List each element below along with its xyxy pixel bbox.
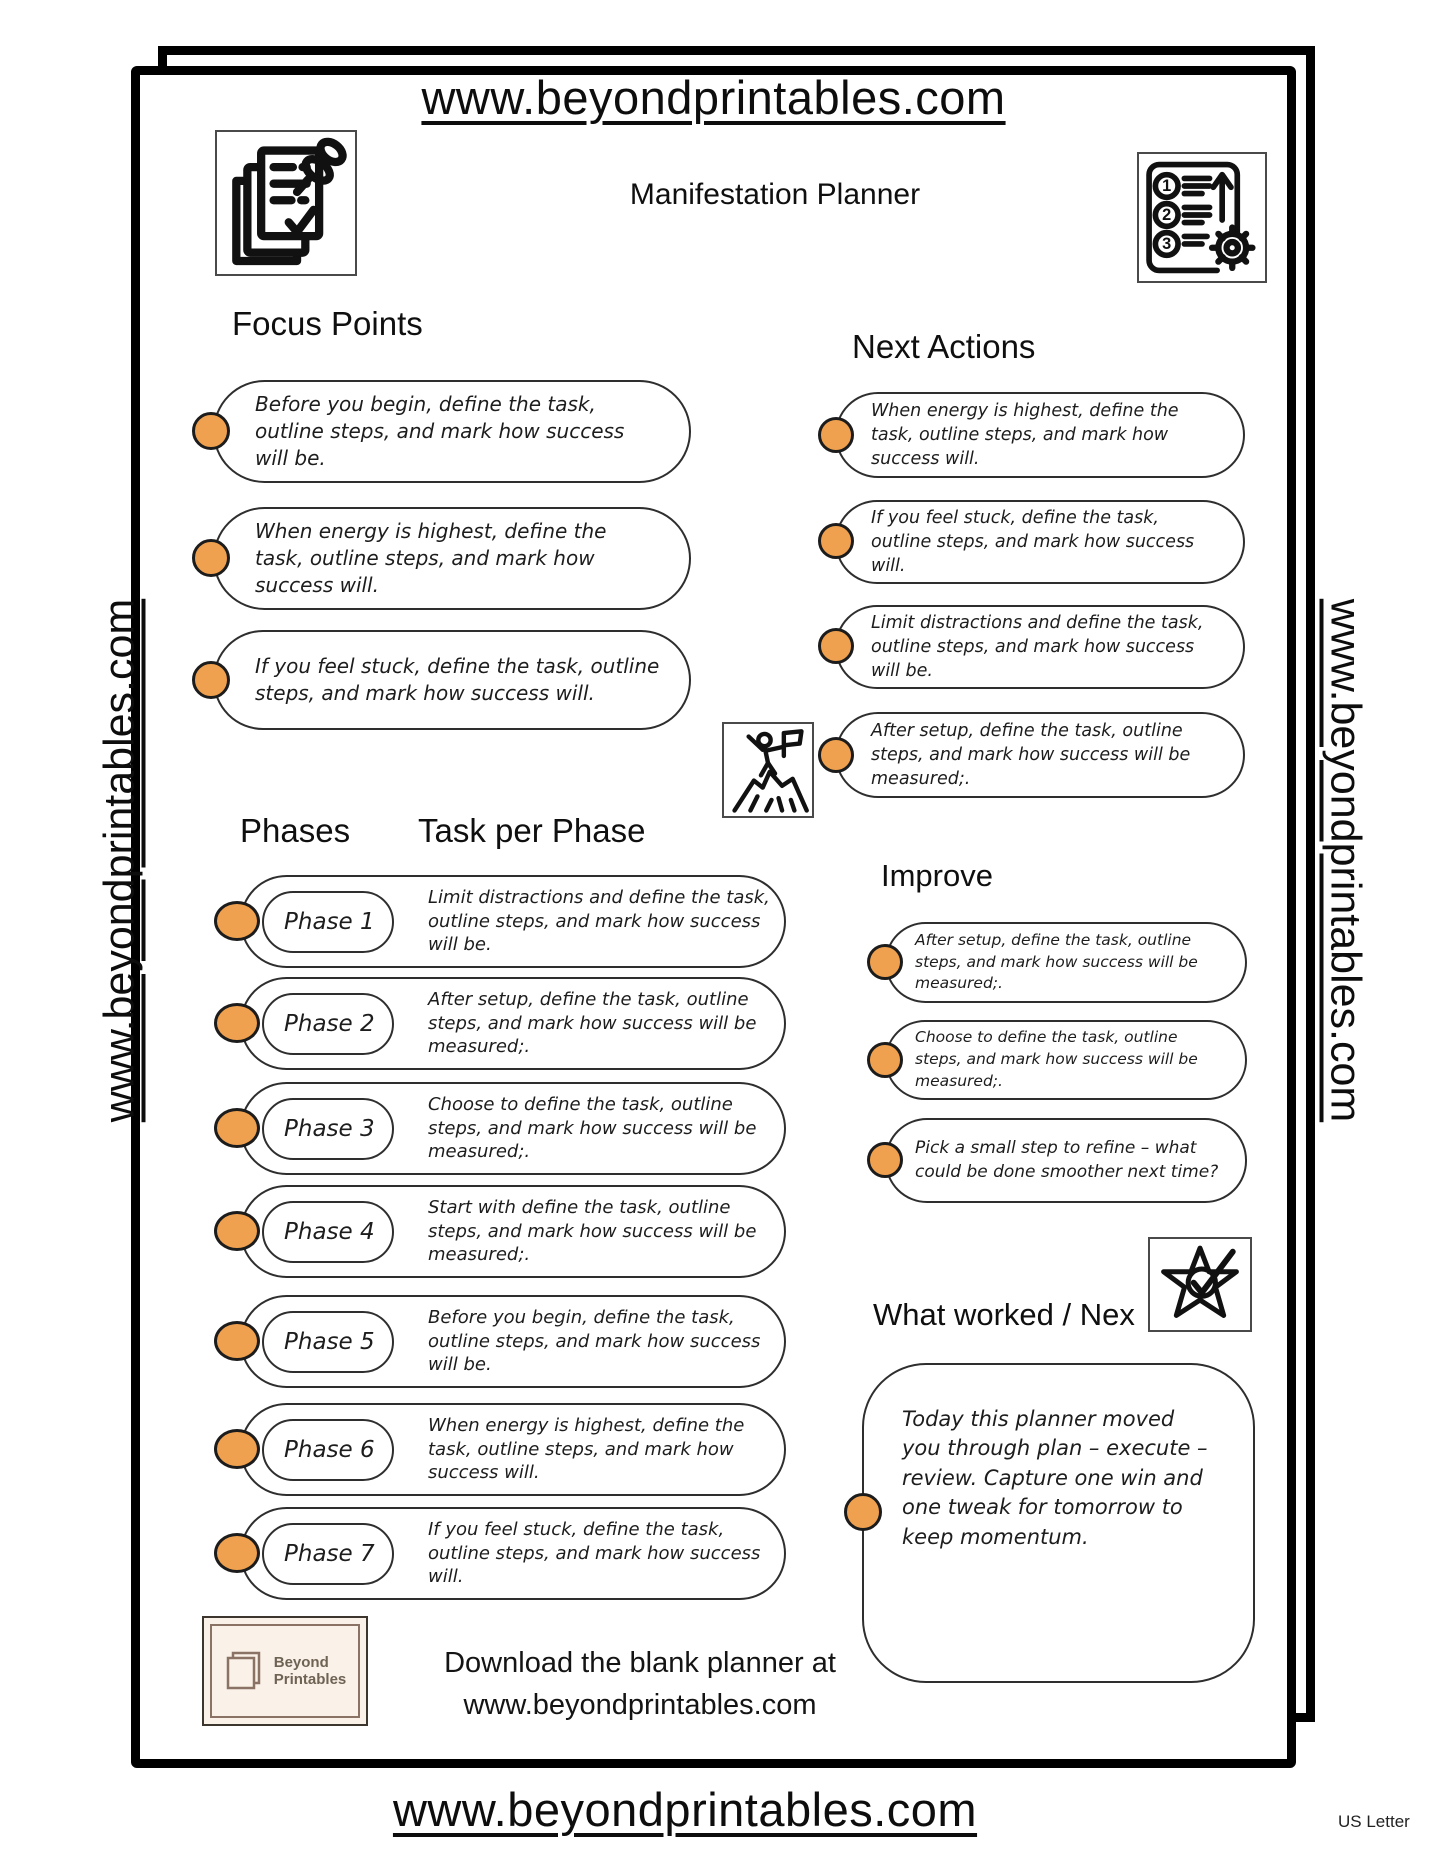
bullet-dot [192,661,230,699]
improve-box [885,922,1247,1003]
phase-task: Limit distractions and define the task, outline steps, and mark how success will be. [428,887,770,956]
phase-task: Start with define the task, outline steps, and mark how success will be measured;. [428,1197,757,1266]
left-site-url: www.beyondprintables.com [95,598,144,1123]
focus-point-box [213,630,691,730]
bullet-dot [192,539,230,577]
phase-task: Before you begin, define the task, outline steps, and mark how success will be. [428,1307,761,1376]
bullet-dot [192,412,230,450]
download-line1: Download the blank planner at [444,1647,836,1679]
bullet-dot [214,1533,260,1573]
improve-text: After setup, define the task, outline steps, and mark how success will be measured;. [915,930,1198,993]
svg-text:2: 2 [1162,206,1172,225]
phase-label: Phase 2 [262,993,394,1055]
bullet-dot [214,1211,260,1251]
phase-row [240,977,786,1070]
page-title: Manifestation Planner [629,178,921,211]
phase-task: If you feel stuck, define the task, outline steps, and mark how success will. [428,1519,761,1588]
next-action-text: If you feel stuck, define the task, outline steps, and mark how success will. [871,507,1195,577]
bullet-dot [214,1321,260,1361]
bullet-dot [867,944,903,980]
phase-task: After setup, define the task, outline steps, and mark how success will be measured;. [428,989,757,1058]
next-action-box [835,392,1245,478]
improve-box [885,1020,1247,1100]
what-worked-note-text: Today this planner moved you through plan – execute – review. Capture one win and one tweak for tomorrow to keep momentum. [902,1407,1208,1549]
beyond-printables-logo [202,1616,368,1726]
bottom-site-url: www.beyondprintables.com [392,1783,978,1836]
phases-heading: Phases [240,812,351,849]
download-note [380,1642,900,1726]
phase-label: Phase 7 [262,1523,394,1585]
phase-task: When energy is highest, define the task, outline steps, and mark how success will. [428,1415,745,1484]
next-action-box [835,712,1245,798]
paper-size-label: US Letter [1338,1812,1410,1831]
bullet-dot [214,901,260,941]
next-action-text: Limit distractions and define the task, outline steps, and mark how success will be. [871,612,1204,682]
focus-points-heading: Focus Points [232,305,423,342]
what-worked-heading: What worked / Nex [873,1297,1135,1332]
download-line2: www.beyondprintables.com [463,1689,817,1722]
numbered-list-gear-icon [1137,152,1267,283]
phase-row [240,1295,786,1388]
bullet-dot [214,1108,260,1148]
bullet-dot [844,1493,882,1531]
phase-label: Phase 1 [262,891,394,953]
bullet-dot [867,1142,903,1178]
bullet-dot [867,1042,903,1078]
phase-task: Choose to define the task, outline steps, and mark how success will be measured;. [428,1094,757,1163]
logo-pages-icon [224,1649,264,1693]
bullet-dot [818,737,854,773]
bullet-dot [214,1003,260,1043]
what-worked-note-box [862,1363,1255,1683]
task-per-phase-heading: Task per Phase [418,812,646,849]
right-site-url: www.beyondprintables.com [1321,598,1370,1123]
logo-text: Beyond Printables [273,1653,347,1688]
improve-text: Choose to define the task, outline steps, and mark how success will be measured;. [915,1028,1198,1090]
bullet-dot [818,417,854,453]
phase-row [240,1082,786,1175]
next-action-text: After setup, define the task, outline steps, and mark how success will be measured;. [871,720,1191,790]
clipboard-checklist-pin-icon [215,130,357,276]
mountain-climber-flag-icon [722,722,814,818]
improve-text: Pick a small step to refine – what could be done smoother next time? [915,1137,1219,1182]
phase-label: Phase 3 [262,1098,394,1160]
focus-point-text: Before you begin, define the task, outline steps, and mark how success will be. [255,392,625,470]
phase-row [240,1507,786,1600]
top-site-url: www.beyondprintables.com [421,71,1006,124]
phase-label: Phase 6 [262,1419,394,1481]
svg-text:1: 1 [1162,177,1172,196]
improve-box [885,1118,1247,1203]
focus-point-text: When energy is highest, define the task, outline steps, and mark how success will. [255,519,607,597]
focus-point-box [213,507,691,610]
star-check-icon [1148,1237,1252,1332]
next-action-box [835,605,1245,689]
next-action-box [835,500,1245,584]
focus-point-box [213,380,691,483]
phase-row [240,1403,786,1496]
next-action-text: When energy is highest, define the task, outline steps, and mark how success will. [871,400,1179,470]
bullet-dot [818,628,854,664]
focus-point-text: If you feel stuck, define the task, outline steps, and mark how success will. [255,654,660,705]
bullet-dot [818,523,854,559]
improve-heading: Improve [881,858,993,893]
svg-text:3: 3 [1162,235,1172,253]
phase-row [240,875,786,968]
phase-label: Phase 5 [262,1311,394,1373]
phase-row [240,1185,786,1278]
phase-label: Phase 4 [262,1201,394,1263]
bullet-dot [214,1429,260,1469]
next-actions-heading: Next Actions [852,328,1036,365]
